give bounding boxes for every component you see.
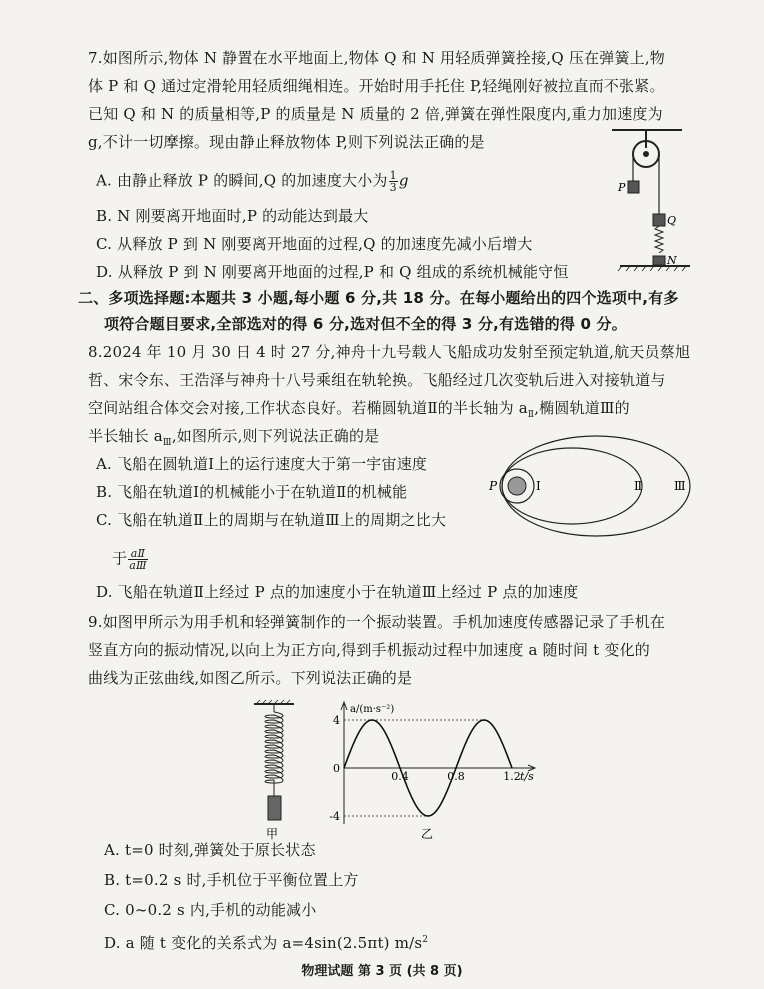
x-tick-label: 1.2 [503,770,521,783]
label-p: P [618,181,626,194]
x-axis-label: t/s [520,770,534,783]
q9-line-1: 9.如图甲所示为用手机和轻弹簧制作的一个振动装置。手机加速度传感器记录了手机在 [88,613,666,631]
q8-line-1: 8.2024 年 10 月 30 日 4 时 27 分,神舟十九号载人飞船成功发射至预定轨道,航天员蔡旭 [88,343,691,361]
q7-option-b: B. N 刚要离开地面时,P 的动能达到最大 [96,207,369,225]
q7-option-a-text: A. 由静止释放 P 的瞬间,Q 的加速度大小为 [96,171,388,190]
q8-option-c-yu: 于 [112,549,128,568]
q8-option-c-fraction [128,548,148,571]
q9-option-d-sup: 2 [422,935,429,945]
label-orbit-3: Ⅲ [674,479,686,493]
label-n: N [667,254,677,267]
q8-orbit-figure [484,432,704,548]
q7-fraction-numerator: 1 [389,169,397,182]
q8-line-3-post: ,椭圆轨道Ⅲ的 [534,399,630,417]
q9-option-a: A. t=0 时刻,弹簧处于原长状态 [104,841,316,859]
block-q [653,214,665,226]
q7-option-a [96,170,409,193]
q9-figure-jia [244,698,304,842]
spring-coil [265,712,283,786]
y-tick-label: 4 [333,714,340,727]
q8-fraction-numerator: aⅡ [128,548,148,560]
label-q: Q [667,214,677,227]
label-orbit-1: Ⅰ [536,479,541,493]
q8-line-3 [88,398,630,425]
q7-option-a-fraction [389,170,398,193]
y-axis-label: a/(m·s⁻²) [350,704,395,715]
q8-option-c-continued [112,548,149,571]
q8-option-a: A. 飞船在圆轨道Ⅰ上的运行速度大于第一宇宙速度 [96,455,428,473]
q7-line-2: 体 P 和 Q 通过定滑轮用轻质细绳相连。开始时用手托住 P,轻绳刚好被拉直而不张紧。 [88,77,665,95]
section-2-header-line-1: 二、多项选择题:本题共 3 小题,每小题 6 分,共 18 分。在每小题给出的四个选项中,有多 [78,289,679,307]
q8-option-c: C. 飞船在轨道Ⅱ上的周期与在轨道Ⅲ上的周期之比大 [96,511,447,529]
q7-line-1: 7.如图所示,物体 N 静置在水平地面上,物体 Q 和 N 用轻质弹簧拴接,Q 压在弹簧上,物 [88,49,666,67]
block-p [628,181,639,193]
spring-q7 [655,226,663,253]
q7-option-d: D. 从释放 P 到 N 刚要离开地面的过程,P 和 Q 组成的系统机械能守恒 [96,263,569,281]
y-tick-label: -4 [329,810,340,823]
q7-option-c: C. 从释放 P 到 N 刚要离开地面的过程,Q 的加速度先减小后增大 [96,235,533,253]
q7-fraction-denominator: 3 [389,181,397,194]
q8-line-4 [88,426,379,453]
q9-acceleration-chart [320,698,534,842]
q7-pulley-figure [612,126,692,272]
label-orbit-2: Ⅱ [634,479,643,493]
q8-line-4-text: 半长轴长 a [88,427,163,445]
label-yi: 乙 [421,827,434,841]
label-jia: 甲 [266,827,279,841]
phone [268,796,281,820]
q8-fraction-denominator: aⅢ [129,559,147,572]
section-2-header-line-2: 项符合题目要求,全部选对的得 6 分,选对但不全的得 3 分,有选错的得 0 分。 [104,315,627,333]
earth [508,477,526,495]
orbit-3 [502,436,690,536]
q7-option-a-g: g [398,171,409,190]
q9-option-d [104,930,428,953]
y-tick-label: 0 [333,762,340,775]
q9-option-c: C. 0~0.2 s 内,手机的动能减小 [104,901,317,919]
q8-sub-3: Ⅲ [162,438,172,448]
q8-sub-2: Ⅱ [527,410,535,420]
q8-line-3-text: 空间站组合体交会对接,工作状态良好。若椭圆轨道Ⅱ的半长轴为 a [88,399,528,417]
label-point-p: P [489,479,498,493]
q9-option-d-text: D. a 随 t 变化的关系式为 a=4sin(2.5πt) m/s [104,934,423,952]
q7-line-3: 已知 Q 和 N 的质量相等,P 的质量是 N 质量的 2 倍,弹簧在弹性限度内,重力加速度为 [88,105,663,123]
x-tick-label: 0.4 [391,770,409,783]
q8-line-4-post: ,如图所示,则下列说法正确的是 [171,427,380,445]
q8-option-b: B. 飞船在轨道Ⅰ的机械能小于在轨道Ⅱ的机械能 [96,483,408,501]
q8-option-d: D. 飞船在轨道Ⅱ上经过 P 点的加速度小于在轨道Ⅲ上经过 P 点的加速度 [96,583,579,601]
x-tick-label: 0.8 [447,770,465,783]
block-n [653,256,665,265]
q9-line-3: 曲线为正弦曲线,如图乙所示。下列说法正确的是 [88,669,413,687]
q9-line-2: 竖直方向的振动情况,以向上为正方向,得到手机振动过程中加速度 a 随时间 t 变化的 [88,641,650,659]
q7-line-4: g,不计一切摩擦。现由静止释放物体 P,则下列说法正确的是 [88,133,485,151]
q8-line-2: 哲、宋令东、王浩泽与神舟十八号乘组在轨轮换。飞船经过几次变轨后进入对接轨道与 [88,371,666,389]
pulley-axle [643,151,649,157]
q9-option-b: B. t=0.2 s 时,手机位于平衡位置上方 [104,871,359,889]
page-footer: 物理试题 第 3 页 (共 8 页) [301,964,463,979]
